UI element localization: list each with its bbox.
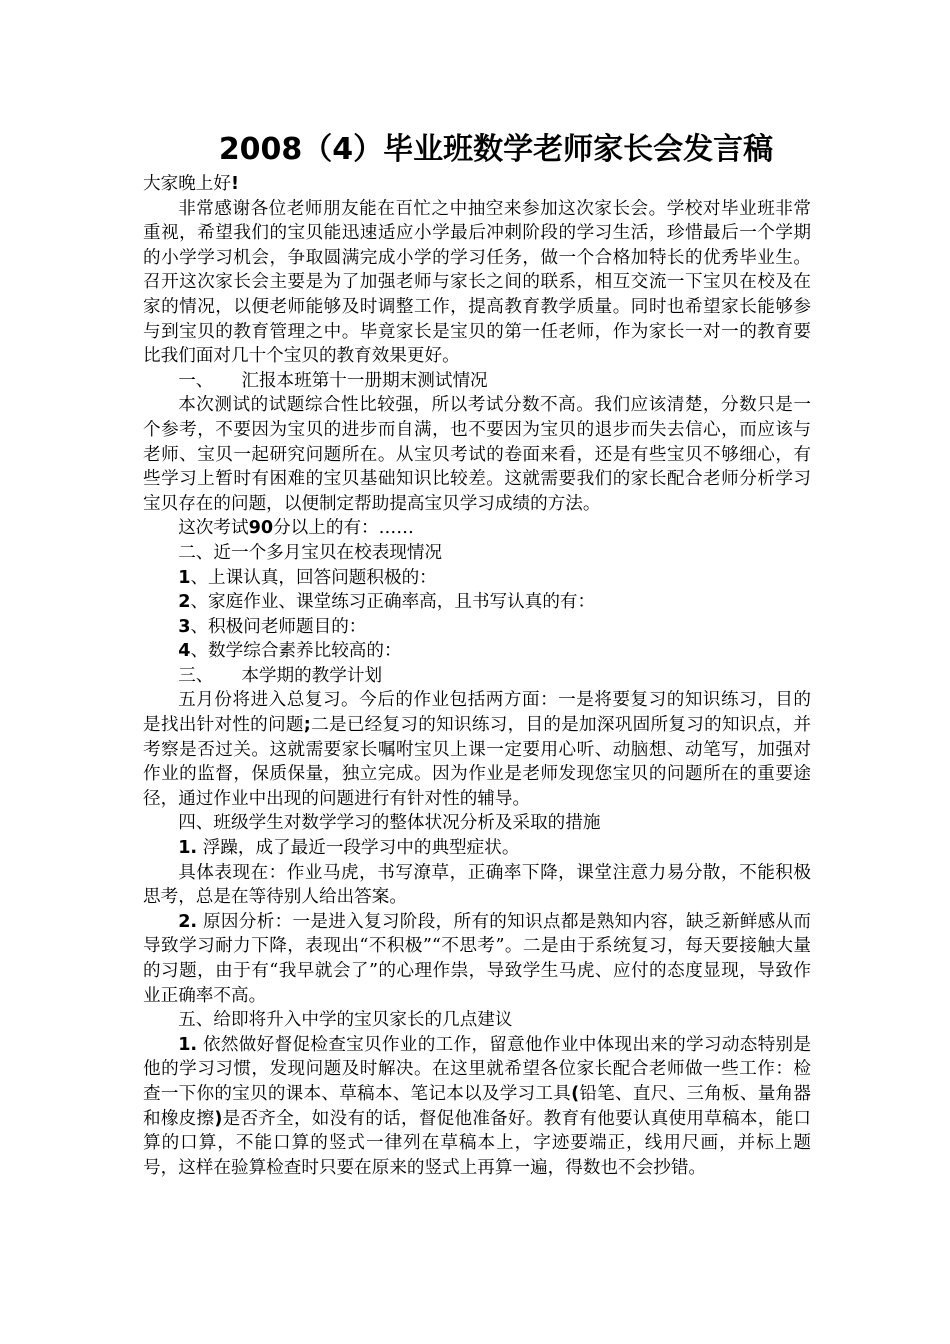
paragraph: 2. 原因分析：一是进入复习阶段，所有的知识点都是熟知内容，缺乏新鲜感从而导致学习耐力下降，表现出“不积极”“不思考”。二是由于系统复习，每天要接触大量的习题，由于有“我早就会了”的心理作祟，导致学生马虎、应付的态度显现，导致作业正确率不高。 [143, 911, 811, 1006]
paragraph: 4、数学综合素养比较高的： [178, 641, 402, 662]
paragraph: 这次考试90分以上的有：…… [178, 518, 414, 539]
paragraph: 1. 浮躁，成了最近一段学习中的典型症状。 [178, 838, 520, 859]
document-page [143, 130, 811, 1180]
paragraph: 非常感谢各位老师朋友能在百忙之中抽空来参加这次家长会。学校对毕业班非常重视，希望我们的宝贝能迅速适应小学最后冲刺阶段的学习生活，珍惜最后一个学期的小学学习机会，争取圆满完成小学的学习任务，做一个合格加特长的优秀毕业生。召开这次家长会主要是为了加强老师与家长之间的联系，相互交流一下宝贝在校及在家的情况，以便老师能够及时调整工作，提高教育教学质量。同时也希望家长能够参与到宝贝的教育管理之中。毕竟家长是宝贝的第一任老师，作为家长一对一的教育要比我们面对几十个宝贝的教育效果更好。 [143, 198, 811, 367]
document-title: 2008（4）毕业班数学老师家长会发言稿 [218, 132, 774, 167]
paragraph: 具体表现在：作业马虎，书写潦草，正确率下降，课堂注意力易分散，不能积极思考，总是在等待别人给出答案。 [143, 862, 811, 908]
paragraph: 二、近一个多月宝贝在校表现情况 [178, 542, 443, 563]
paragraph: 四、班级学生对数学学习的整体状况分析及采取的措施 [178, 813, 601, 834]
paragraph: 一、 汇报本班第十一册期末测试情况 [178, 370, 488, 391]
paragraph: 2、家庭作业、课堂练习正确率高，且书写认真的有： [178, 592, 596, 613]
paragraph: 1. 依然做好督促检查宝贝作业的工作，留意他作业中体现出来的学习动态特别是他的学习习惯，发现问题及时解决。在这里就希望各位家长配合老师做一些工作：检查一下你的宝贝的课本、草稿本、笔记本以及学习工具(铅笔、直尺、三角板、量角器和橡皮擦)是否齐全，如没有的话，督促他准备好。教育有他要认真使用草稿本，能口算的口算，不能口算的竖式一律列在草稿本上，字迹要端正，线用尺画，并标上题号，这样在验算检查时只要在原来的竖式上再算一遍，得数也不会抄错。 [143, 1034, 811, 1178]
paragraph: 五、给即将升入中学的宝贝家长的几点建议 [178, 1010, 513, 1031]
paragraph: 本次测试的试题综合性比较强，所以考试分数不高。我们应该清楚，分数只是一个参考，不要因为宝贝的进步而自满，也不要因为宝贝的退步而失去信心，而应该与老师、宝贝一起研究问题所在。从宝贝考试的卷面来看，还是有些宝贝不够细心，有些学习上暂时有困难的宝贝基础知识比较差。这就需要我们的家长配合老师分析学习宝贝存在的问题，以便制定帮助提高宝贝学习成绩的方法。 [143, 395, 811, 514]
paragraph: 五月份将进入总复习。今后的作业包括两方面：一是将要复习的知识练习，目的是找出针对性的问题;二是已经复习的知识练习，目的是加深巩固所复习的知识点，并考察是否过关。这就需要家长嘱咐宝贝上课一定要用心听、动脑想、动笔写，加强对作业的监督，保质保量，独立完成。因为作业是老师发现您宝贝的问题所在的重要途径，通过作业中出现的问题进行有针对性的辅导。 [143, 690, 811, 809]
document-body [143, 172, 811, 1180]
paragraph: 1、上课认真，回答问题积极的： [178, 567, 437, 588]
paragraph: 3、积极问老师题目的： [178, 616, 367, 637]
paragraph: 大家晚上好! [143, 174, 240, 194]
paragraph: 三、 本学期的教学计划 [178, 665, 383, 686]
